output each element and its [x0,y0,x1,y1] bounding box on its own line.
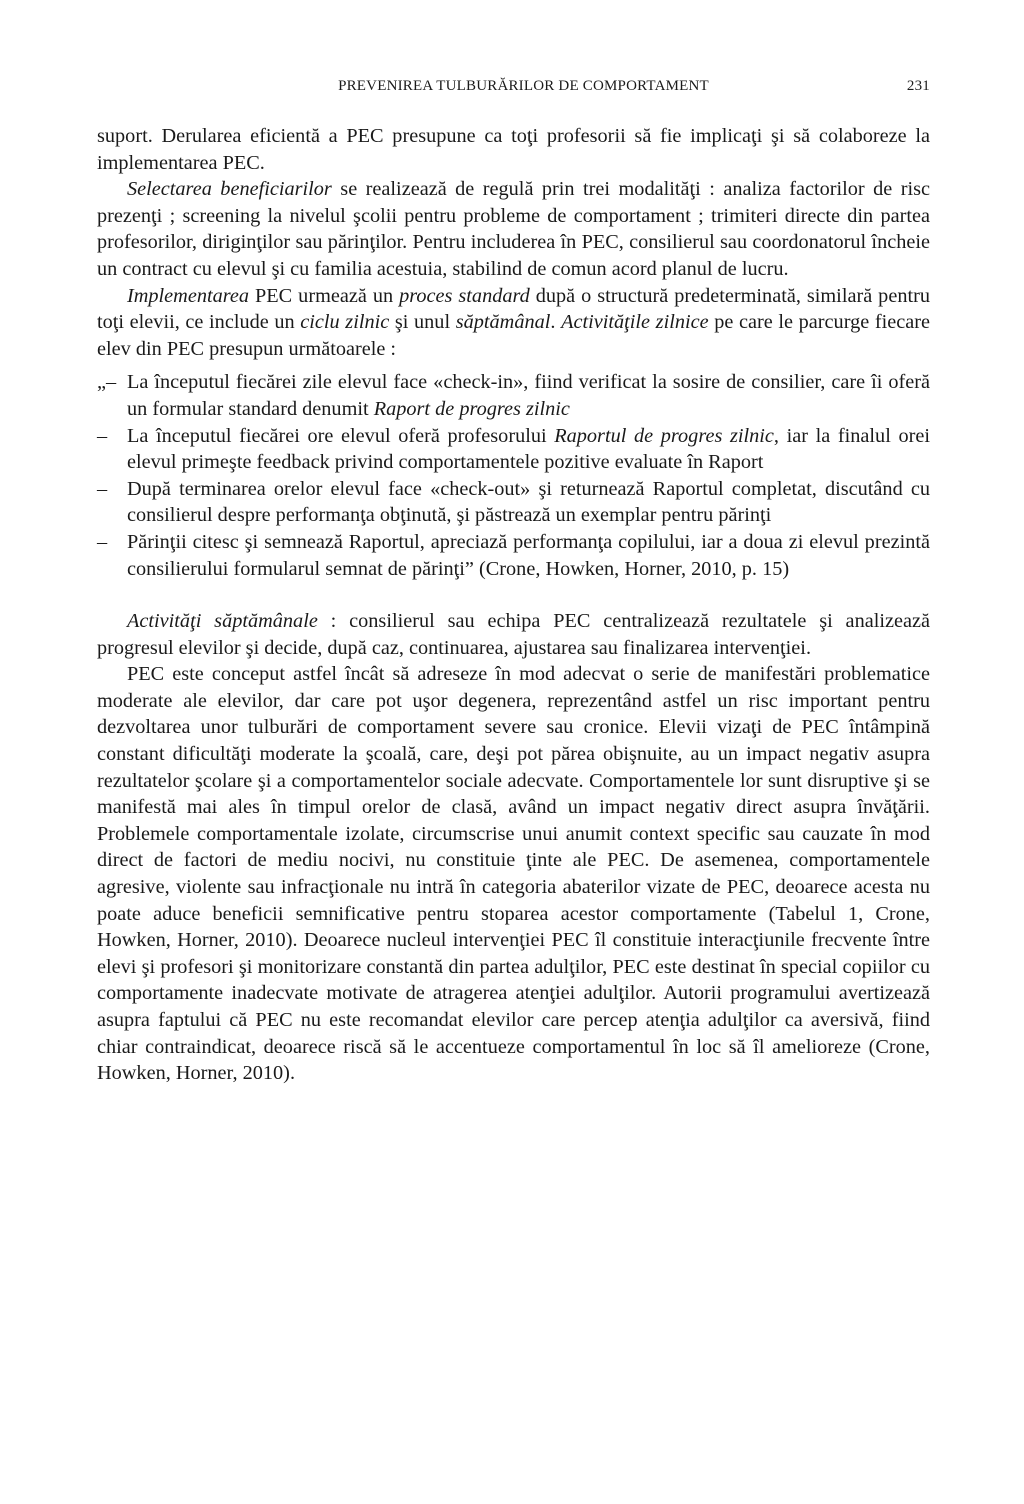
paragraph-spacer [97,582,930,608]
emphasis-term: săptămânal [455,311,551,334]
list-dash-marker: – [97,530,108,553]
emphasis-term: Raport de progres zilnic [373,397,570,420]
body-text [97,123,930,1087]
daily-activities-quote-list [97,369,930,582]
list-item: – Părinţii citesc şi semnează Raportul, apreciază performanţa copilului, iar a doua zi elevul prezintă consilierului formularul semnat de părinţi” (Crone, Howken, Horner, 2010, p. 15) [97,530,930,580]
paragraph-continuation: suport. Derularea eficientă a PEC presupune ca toţi profesorii să fie implicaţi şi să colaboreze la implementarea PEC. [97,125,930,174]
book-page [97,78,930,1087]
paragraph-beneficiary-selection: Selectarea beneficiarilor se realizează de regulă prin trei modalităţi : analiza factorilor de risc prezenţi ; screening la nivelul şcolii pentru probleme de comportament ; trimiteri directe din partea profesorilor, diriginţilor sau părinţilor. Pentru includerea în PEC, consilierul sau coordonatorul încheie un contract cu elevul şi cu familia acestuia, stabilind de comun acord planul de lucru. [97,178,931,280]
running-title: PREVENIREA TULBURĂRILOR DE COMPORTAMENT [338,78,709,94]
emphasis-term: Implementarea [127,284,250,307]
list-dash-marker: – [97,477,108,500]
emphasis-term: Selectarea beneficiarilor [127,178,332,201]
emphasis-term: ciclu zilnic [300,311,390,334]
running-header [97,78,930,100]
list-item: – După terminarea orelor elevul face «check-out» şi returnează Raportul completat, discutând cu consilierul despre performanţa obţinută, şi păstrează un exemplar pentru părinţi [97,477,930,527]
emphasis-term: Raportul de progres zilnic [554,424,774,447]
emphasis-term: Activităţi săptămânale [127,610,318,633]
list-item: „– La începutul fiecărei zile elevul face «check-in», fiind verificat la sosire de consilier, care îi oferă un formular standard denumit Raport de progres zilnic [97,371,930,420]
emphasis-term: proces standard [399,284,530,307]
paragraph-implementation: Implementarea PEC urmează un proces standard după o structură predeterminată, similară pentru toţi elevii, ce include un ciclu zilnic şi unul săptămânal. Activităţile zilnice pe care le parcurge fiecare elev din PEC presupun următoarele : [97,284,931,360]
list-dash-marker: – [97,424,108,447]
paragraph-weekly-activities: Activităţi săptămânale : consilierul sau echipa PEC centralizează rezultatele şi analizează progresul elevilor şi decide, după caz, continuarea, ajustarea sau finalizarea intervenţiei. [97,610,930,659]
paragraph-pec-scope: PEC este conceput astfel încât să adreseze în mod adecvat o serie de manifestări problematice moderate ale elevilor, dar care pot uşor degenera, reprezentând astfel un risc important pentru dezvoltarea unor tulburări de comportament severe sau cronice. Elevii vizaţi de PEC întâmpină constant dificultăţi moderate la şcoală, care, deşi pot părea obişnuite, au un impact negativ asupra rezultatelor şcolare şi a comportamentelor sociale adecvate. Comportamentele lor sunt disruptive şi se manifestă mai ales în timpul orelor de clasă, având un impact negativ direct asupra învăţării. Problemele comportamentale izolate, circumscrise unui anumit context specific sau cauzate în mod direct de factori de mediu nocivi, nu constituie ţinte ale PEC. De asemenea, comportamentele agresive, violente sau infracţionale nu intră în categoria abaterilor vizate de PEC, deoarece acesta nu poate aduce beneficii semnificative pentru stoparea acestor comportamente (Tabelul 1, Crone, Howken, Horner, 2010). Deoarece nucleul intervenţiei PEC îl constituie interacţiunile frecvente între elevi şi profesori şi monitorizare constantă din partea adulţilor, PEC este destinat în special copiilor cu comportamente inadecvate motivate de atragerea atenţiei adulţilor. Autorii programului avertizează asupra faptului că PEC nu este recomandat elevilor care percep atenţia adulţilor ca aversivă, fiind chiar contraindicat, deoarece riscă să le accentueze comportamentul în loc să îl amelioreze (Crone, Howken, Horner, 2010). [97,663,930,1085]
list-item: – La începutul fiecărei ore elevul oferă profesorului Raportul de progres zilnic, iar la finalul orei elevul primeşte feedback privind comportamentele pozitive evaluate în Raport [97,424,930,474]
page-number: 231 [906,78,930,94]
emphasis-term: Activităţile zilnice [561,311,709,334]
list-dash-marker: „– [97,371,117,394]
